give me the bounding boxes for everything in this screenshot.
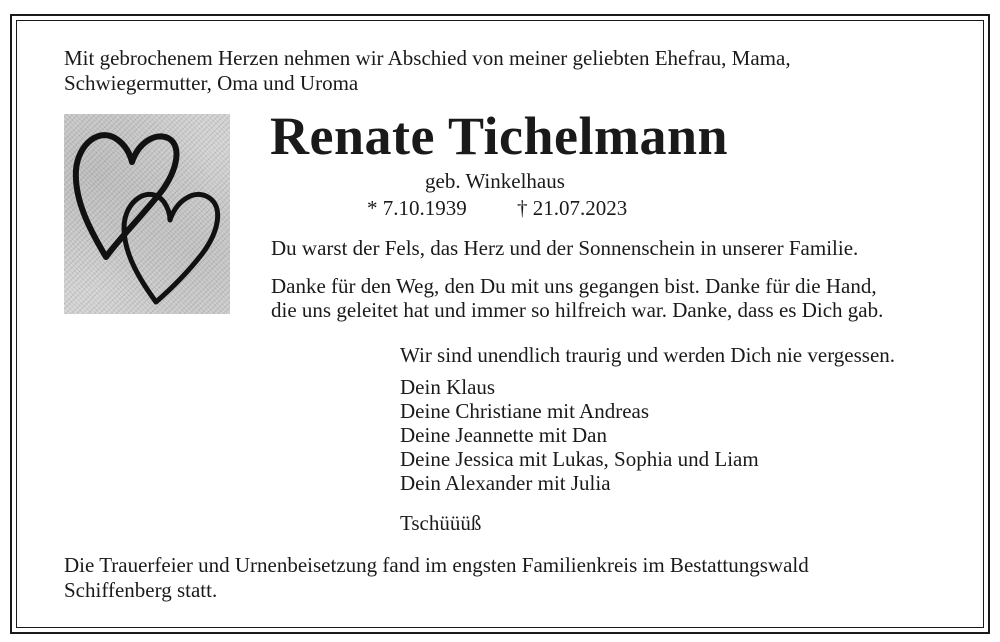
signature-item: Dein Klaus: [400, 375, 496, 399]
funeral-notice-line-2: Schiffenberg statt.: [64, 578, 218, 602]
deceased-name: Renate Tichelmann: [270, 106, 729, 166]
signature-list: [400, 375, 759, 495]
message-paragraph-1: Du warst der Fels, das Herz und der Sonnenschein in unserer Familie.: [271, 236, 859, 260]
closing-line: Wir sind unendlich traurig und werden Dich nie vergessen.: [400, 343, 896, 367]
hearts-image: [64, 114, 230, 314]
death-date: † 21.07.2023: [517, 196, 628, 220]
intro-line-2: Schwiegermutter, Oma und Uroma: [64, 71, 359, 95]
birth-date: * 7.10.1939: [367, 196, 467, 220]
signature-item: Deine Jessica mit Lukas, Sophia und Liam: [400, 447, 759, 471]
farewell-text: Tschüüüß: [400, 511, 482, 535]
signature-item: Deine Christiane mit Andreas: [400, 399, 650, 423]
intro-text: [64, 46, 791, 96]
message-paragraph-2-line-2: die uns geleitet hat und immer so hilfreich war. Danke, dass es Dich gab.: [271, 298, 884, 322]
signature-item: Dein Alexander mit Julia: [400, 471, 611, 495]
two-hearts-icon: [64, 114, 230, 314]
message-paragraph-2: [271, 274, 883, 322]
intro-line-1: Mit gebrochenem Herzen nehmen wir Abschied von meiner geliebten Ehefrau, Mama,: [64, 46, 791, 70]
maiden-name: geb. Winkelhaus: [425, 169, 565, 193]
funeral-notice-line-1: Die Trauerfeier und Urnenbeisetzung fand im engsten Familienkreis im Bestattungswald: [64, 553, 809, 577]
funeral-notice: [64, 553, 809, 603]
signature-item: Deine Jeannette mit Dan: [400, 423, 608, 447]
message-paragraph-2-line-1: Danke für den Weg, den Du mit uns gegangen bist. Danke für die Hand,: [271, 274, 877, 298]
